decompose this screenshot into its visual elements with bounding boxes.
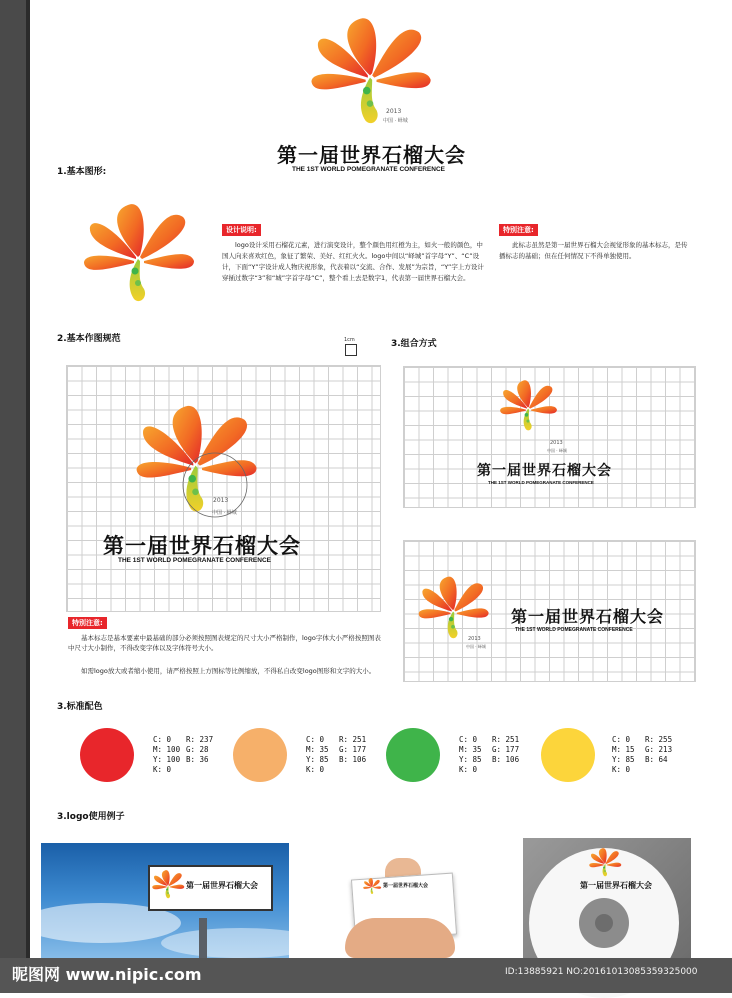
color-swatch	[233, 728, 287, 782]
design-note-tag: 设计说明:	[222, 224, 261, 236]
section-usage: 3.logo使用例子	[57, 812, 125, 822]
grid-unit-label: 1cm	[344, 337, 355, 343]
color-swatch	[386, 728, 440, 782]
section-combination: 3.组合方式	[391, 339, 437, 349]
section-basic-shape: 1.基本图形:	[57, 167, 107, 177]
grid-unit-box	[345, 344, 357, 356]
cmyk-values: C: 0 M: 15 Y: 85 K: 0	[612, 735, 635, 774]
billboard-photo	[41, 843, 289, 963]
combo-vertical-logo	[497, 376, 559, 434]
cmyk-values: C: 0 M: 100 Y: 100 K: 0	[153, 735, 181, 774]
design-note-text: logo设计采用石榴花元素，进行演变设计，整个颜色用红橙为主，如火一般的颜色，中国人向来喜欢红色，象征了繁荣、美好、红红火火。logo中间以“峄城”首字母“Y”、“C”设计，下面“Y”字设计成人物庆祝形象，代表着以“交流、合作、发展”为宗旨，“Y”字上方设计穿插过数字“3”和“城”字首字母“C”，整个看上去是数字1，代表第一届世界石榴大会。	[222, 241, 484, 282]
rgb-values: R: 251 G: 177 B: 106	[492, 735, 520, 764]
left-edge-stripe	[26, 0, 30, 993]
logo-year: 2013	[386, 108, 402, 115]
cmyk-values: C: 0 M: 35 Y: 85 K: 0	[459, 735, 482, 774]
combo-horizontal-place: 中国 · 峄城	[466, 644, 486, 649]
cd-logo	[587, 846, 623, 878]
grid-logo-year: 2013	[213, 497, 229, 504]
left-edge-bar	[0, 0, 30, 993]
card-title: 第一届世界石榴大会	[383, 883, 429, 889]
grid-note-tag: 特别注意:	[68, 617, 107, 629]
combo-vertical-title: 第一届世界石榴大会	[477, 463, 612, 479]
billboard-logo	[150, 868, 186, 900]
rgb-values: R: 237 G: 28 B: 36	[186, 735, 214, 764]
cd-hole	[595, 914, 613, 932]
combo-horizontal-subtitle: THE 1ST WORLD POMEGRANATE CONFERENCE	[515, 627, 633, 633]
rgb-values: R: 251 G: 177 B: 106	[339, 735, 367, 764]
business-card-photo	[345, 858, 465, 958]
main-logo	[305, 10, 435, 130]
grid-logo-place: 中国 · 峄城	[212, 510, 237, 516]
rgb-values: R: 255 G: 213 B: 64	[645, 735, 673, 764]
color-swatch	[541, 728, 595, 782]
watermark-id: ID:13885921 NO:20161013085359325000	[505, 967, 698, 977]
grid-subtitle: THE 1ST WORLD POMEGRANATE CONFERENCE	[118, 557, 271, 564]
combo-horizontal-title: 第一届世界石榴大会	[511, 607, 665, 626]
combo-vertical-subtitle: THE 1ST WORLD POMEGRANATE CONFERENCE	[488, 480, 594, 485]
page-title: 第一届世界石榴大会	[277, 143, 466, 167]
basic-logo	[78, 196, 198, 308]
special-note-text: 此标志虽然是第一届世界石榴大会视觉形象的基本标志，是传播标志的基础；但在任何情况下不得单独使用。	[499, 241, 688, 260]
grid-title: 第一届世界石榴大会	[103, 533, 301, 558]
special-note-tag: 特别注意:	[499, 224, 538, 236]
page-subtitle: THE 1ST WORLD POMEGRANATE CONFERENCE	[292, 166, 445, 173]
combo-vertical-place: 中国 · 峄城	[547, 448, 567, 453]
cloud	[161, 928, 289, 958]
section-grid-spec: 2.基本作图规范	[57, 334, 121, 344]
color-swatch	[80, 728, 134, 782]
billboard-pole	[199, 918, 207, 963]
card-logo	[362, 877, 382, 895]
watermark-site: 昵图网 www.nipic.com	[12, 965, 202, 984]
grid-note-text2: 如需logo放大或者缩小使用，请严格按照上方图标等比例缩放，不得私自改变logo图形和文字的大小。	[81, 667, 376, 675]
combo-horizontal-logo	[410, 572, 496, 642]
cd-title: 第一届世界石榴大会	[580, 880, 652, 890]
logo-place: 中国 · 峄城	[383, 118, 408, 124]
combo-vertical-year: 2013	[550, 440, 563, 446]
grid-note-text1: 基本标志是基本要素中最基础的部分必须按照图表规定的尺寸大小严格制作，logo字体大小严格按照图表中尺寸大小制作，不得改变字体以及字体符号大小。	[68, 634, 381, 652]
combo-horizontal-year: 2013	[468, 636, 481, 642]
hand-palm	[345, 918, 455, 958]
cmyk-values: C: 0 M: 35 Y: 85 K: 0	[306, 735, 329, 774]
section-colors: 3.标准配色	[57, 702, 103, 712]
billboard-title: 第一届世界石榴大会	[186, 880, 258, 890]
